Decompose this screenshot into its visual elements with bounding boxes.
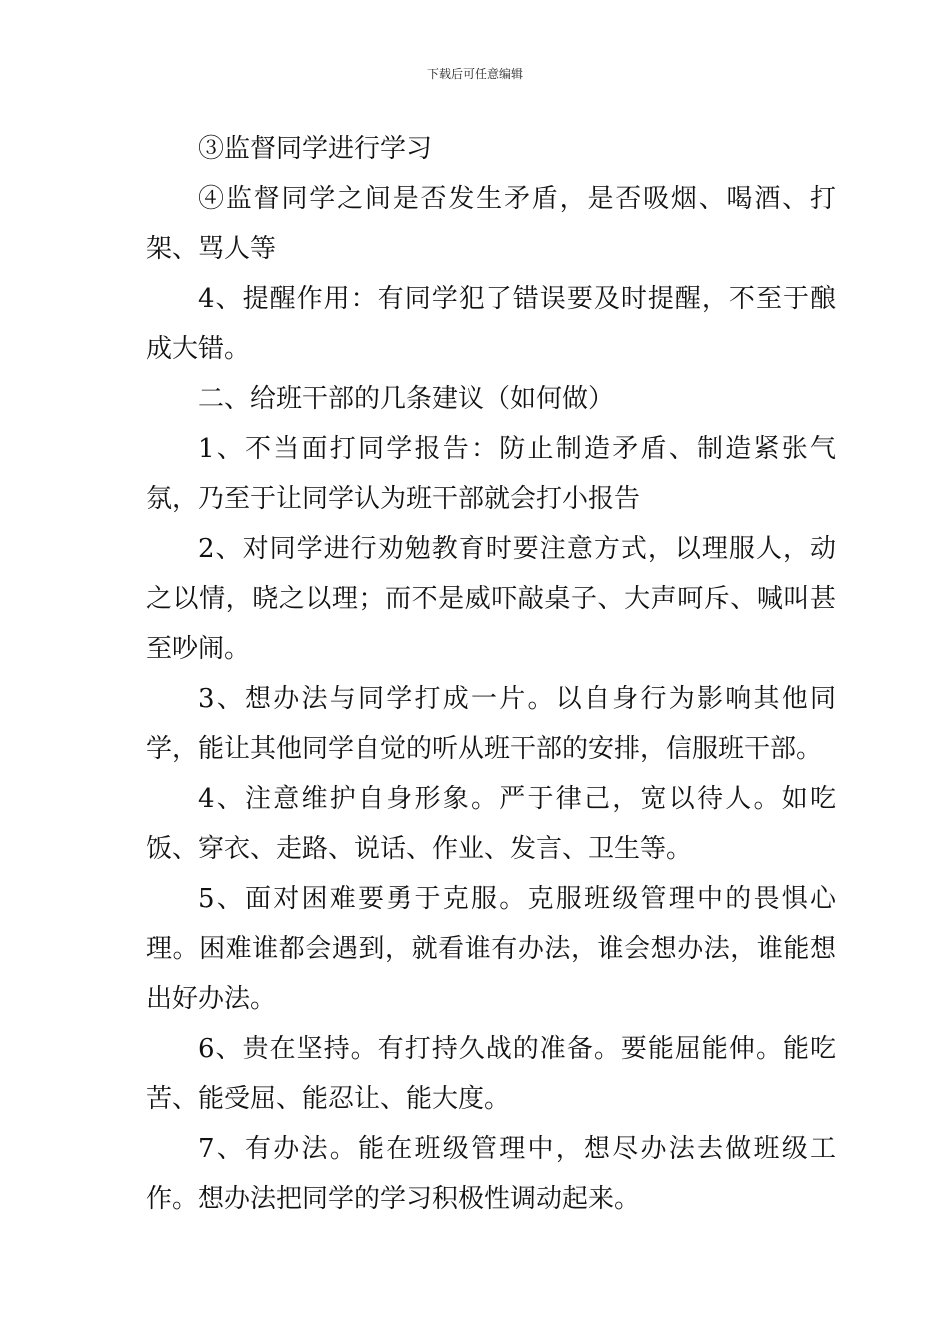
- paragraph-supervise-conflict: ④监督同学之间是否发生矛盾，是否吸烟、喝酒、打架、骂人等: [146, 184, 836, 264]
- paragraph-reminder-role: 4、提醒作用：有同学犯了错误要及时提醒，不至于酿成大错。: [146, 284, 836, 364]
- paragraph-supervise-study: ③监督同学进行学习: [198, 134, 433, 164]
- paragraph-suggestion-1: 1、不当面打同学报告：防止制造矛盾、制造紧张气氛，乃至于让同学认为班干部就会打小报告: [146, 434, 836, 514]
- paragraph-suggestion-7: 7、有办法。能在班级管理中，想尽办法去做班级工作。想办法把同学的学习积极性调动起来。: [146, 1134, 836, 1214]
- paragraph-suggestion-5: 5、面对困难要勇于克服。克服班级管理中的畏惧心理。困难谁都会遇到，就看谁有办法，谁会想办法，谁能想出好办法。: [146, 884, 836, 1014]
- paragraph-suggestion-6: 6、贵在坚持。有打持久战的准备。要能屈能伸。能吃苦、能受屈、能忍让、能大度。: [146, 1034, 836, 1114]
- section-heading-suggestions: 二、给班干部的几条建议（如何做）: [198, 384, 615, 414]
- page-header-note: 下载后可任意编辑: [426, 67, 523, 81]
- paragraph-suggestion-2: 2、对同学进行劝勉教育时要注意方式，以理服人，动之以情，晓之以理；而不是威吓敲桌子、大声呵斥、喊叫甚至吵闹。: [146, 534, 836, 664]
- document-body: [146, 124, 836, 1224]
- paragraph-suggestion-3: 3、想办法与同学打成一片。以自身行为影响其他同学，能让其他同学自觉的听从班干部的安排，信服班干部。: [146, 684, 836, 764]
- paragraph-suggestion-4: 4、注意维护自身形象。严于律己，宽以待人。如吃饭、穿衣、走路、说话、作业、发言、卫生等。: [146, 784, 836, 864]
